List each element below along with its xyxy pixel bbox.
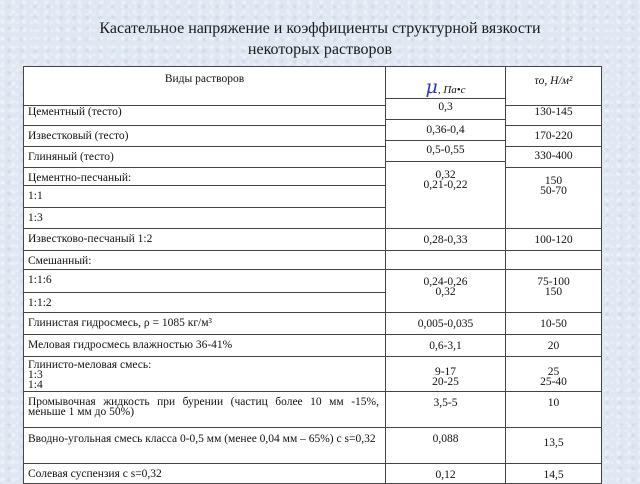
header-mu bbox=[386, 67, 506, 99]
row-clay-name: Глиняный (тесто) bbox=[24, 147, 386, 168]
clay-hydro-tau: 10-50 bbox=[506, 313, 602, 335]
row-clay-chalk-name: Глинисто-меловая смесь: 1:3 1:4 bbox=[24, 357, 386, 392]
chalk-hydro-tau: 20 bbox=[506, 335, 602, 357]
clay-chalk-tau-2: 25-40 bbox=[540, 376, 567, 388]
header-tau: τо, Н/м² bbox=[506, 67, 602, 106]
title-line-1: Касательное напряжение и коэффициенты структурной вязкости bbox=[99, 20, 541, 37]
row-lime-sand-name: Известково-песчаный 1:2 bbox=[24, 229, 386, 251]
mu-symbol: μ bbox=[425, 76, 438, 98]
cement-tau: 130-145 bbox=[506, 106, 602, 126]
row-salt-suspension-name: Солевая суспензия с s=0,32 bbox=[24, 464, 386, 484]
clay-chalk-mu-2: 20-25 bbox=[432, 376, 459, 388]
mixed-mu-blank bbox=[386, 251, 506, 270]
row-water-coal-name: Вводно-угольная смесь класса 0-0,5 мм (менее 0,04 мм – 65%) с s=0,32 bbox=[24, 428, 386, 464]
mixed-mu-1: 0,24-0,26 bbox=[423, 276, 468, 288]
row-mixed-name: Смешанный: bbox=[24, 251, 386, 270]
viscosity-table bbox=[23, 66, 602, 484]
drilling-fluid-mu: 3,5-5 bbox=[386, 392, 506, 428]
lime-sand-tau: 100-120 bbox=[506, 229, 602, 251]
clay-mu: 0,5-0,55 bbox=[386, 141, 506, 162]
mixed-mu bbox=[386, 270, 506, 313]
row-clay-hydro-name: Глинистая гидросмесь, ρ = 1085 кг/м³ bbox=[24, 313, 386, 335]
drilling-fluid-tau: 10 bbox=[506, 392, 602, 428]
clay-chalk-tau-1: 25 bbox=[547, 366, 560, 378]
salt-suspension-tau: 14,5 bbox=[506, 464, 602, 484]
water-coal-tau: 13,5 bbox=[506, 428, 602, 464]
chalk-hydro-mu: 0,6-3,1 bbox=[386, 335, 506, 357]
mixed-tau bbox=[506, 270, 602, 313]
clay-hydro-mu: 0,005-0,035 bbox=[386, 313, 506, 335]
row-cement-sand-1-1: 1:1 bbox=[24, 186, 386, 208]
row-cement-name: Цементный (тесто) bbox=[24, 106, 386, 126]
mu-unit: , Па•с bbox=[437, 84, 466, 96]
clay-chalk-tau bbox=[506, 357, 602, 392]
row-chalk-hydro-name: Меловая гидросмесь влажностью 36-41% bbox=[24, 335, 386, 357]
cement-sand-tau-1: 150 bbox=[544, 175, 563, 187]
clay-chalk-1-3: 1:3 bbox=[28, 369, 43, 381]
cement-mu: 0,3 bbox=[386, 99, 506, 120]
mixed-tau-1: 75-100 bbox=[537, 276, 570, 288]
cement-sand-tau bbox=[506, 168, 602, 229]
cement-sand-mu-1: 0,32 bbox=[435, 169, 456, 181]
salt-suspension-mu: 0,12 bbox=[386, 464, 506, 484]
page-title bbox=[30, 18, 610, 60]
title-line-2: некоторых растворов bbox=[247, 41, 393, 58]
header-solution-types: Виды растворов bbox=[24, 67, 386, 106]
clay-chalk-1-4: 1:4 bbox=[28, 379, 43, 391]
mixed-tau-2: 150 bbox=[544, 286, 563, 298]
row-cement-sand-name: Цементно-песчаный: bbox=[24, 168, 386, 186]
row-mixed-1-1-6: 1:1:6 bbox=[24, 270, 386, 293]
cement-sand-mu bbox=[386, 162, 506, 229]
lime-sand-mu: 0,28-0,33 bbox=[386, 229, 506, 251]
row-cement-sand-1-3: 1:3 bbox=[24, 208, 386, 229]
row-mixed-1-1-2: 1:1:2 bbox=[24, 293, 386, 313]
cement-sand-mu-2: 0,21-0,22 bbox=[423, 179, 468, 191]
water-coal-mu: 0,088 bbox=[386, 428, 506, 464]
mixed-tau-blank bbox=[506, 251, 602, 270]
clay-chalk-mu-1: 9-17 bbox=[434, 366, 457, 378]
lime-mu: 0,36-0,4 bbox=[386, 120, 506, 141]
clay-chalk-mu bbox=[386, 357, 506, 392]
clay-tau: 330-400 bbox=[506, 147, 602, 168]
mixed-mu-2: 0,32 bbox=[435, 286, 456, 298]
cement-sand-tau-2: 50-70 bbox=[540, 185, 567, 197]
lime-tau: 170-220 bbox=[506, 126, 602, 147]
row-drilling-fluid-name: Промывочная жидкость при бурении (частиц более 10 мм -15%, меньше 1 мм до 50%) bbox=[24, 392, 386, 428]
row-lime-name: Известковый (тесто) bbox=[24, 126, 386, 147]
